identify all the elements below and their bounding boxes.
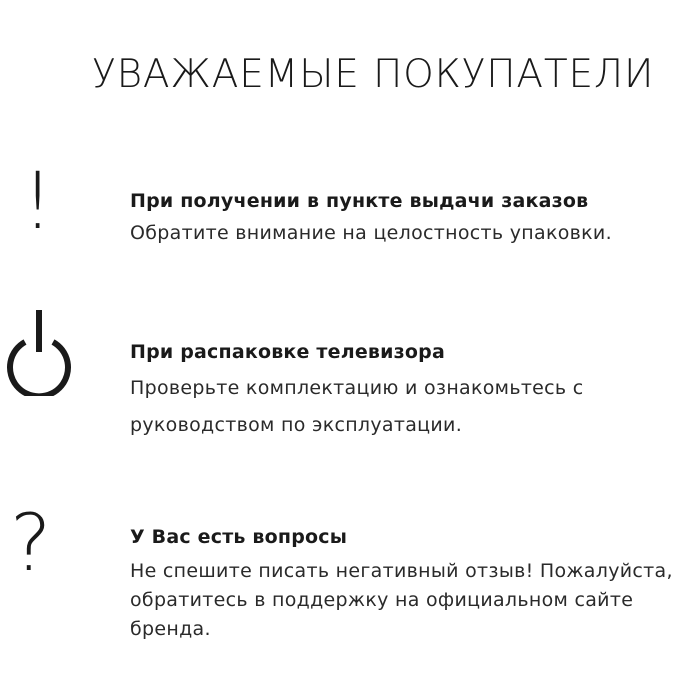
exclamation-icon: ! (22, 157, 54, 247)
section-text-line: руководством по эксплуатации. (130, 414, 463, 436)
section-questions (130, 526, 700, 644)
question-icon: ? (10, 499, 52, 589)
section-heading: При получении в пункте выдачи заказов (130, 190, 589, 212)
section-text (130, 370, 700, 444)
section-text-line: Проверьте комплектацию и ознакомьтесь с (130, 377, 584, 399)
section-text-line: обратитесь в поддержку на официальном сайте (130, 589, 634, 611)
page-title: УВАЖАЕМЫЕ ПОКУПАТЕЛИ (92, 52, 655, 97)
section-heading: У Вас есть вопросы (130, 526, 348, 548)
section-text-line: Обратите внимание на целостность упаковки. (130, 222, 612, 244)
section-text (130, 557, 700, 644)
section-text-line: Не спешите писать негативный отзыв! Пожалуйста, (130, 560, 673, 582)
section-heading: При распаковке телевизора (130, 341, 445, 363)
section-text-line: бренда. (130, 618, 211, 640)
section-pickup (130, 190, 700, 244)
section-unpacking (130, 341, 700, 444)
power-icon (5, 308, 73, 396)
